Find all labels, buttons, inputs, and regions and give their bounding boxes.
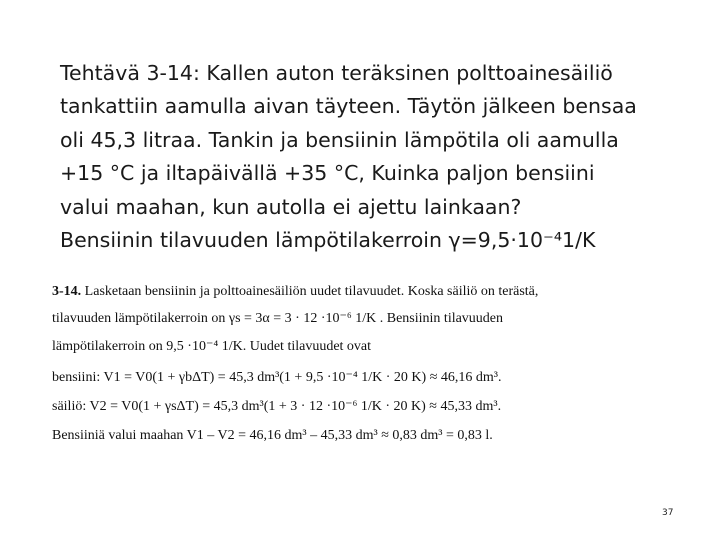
solution-text: tilavuuden lämpötilakerroin on γs = 3α = 3 · 12 ·10⁻⁶ 1/K . Bensiinin tilavuuden [52, 311, 504, 326]
equation-text: säiliö: V2 = V0(1 + γsΔT) = 45,3 dm³(1 + 3 · 12 ·10⁻⁶ 1/K · 20 K) ≈ 45,33 dm³. [52, 399, 502, 414]
task-line: tankattiin aamulla aivan täyteen. Täytön jälkeen bensaa [60, 94, 637, 119]
task-line: valui maahan, kun autolla ei ajettu lainkaan? [60, 194, 522, 219]
solution-line [52, 310, 503, 327]
solution-number: 3-14. [52, 284, 82, 299]
solution-equation [52, 398, 501, 415]
solution-text: Lasketaan bensiinin ja polttoainesäiliön uudet tilavuudet. Koska säiliö on terästä, [84, 284, 539, 299]
solution-text: lämpötilakerroin on 9,5 ·10⁻⁴ 1/K. Uudet tilavuudet ovat [52, 339, 372, 354]
task-line: Tehtävä 3-14: Kallen auton teräksinen polttoainesäiliö [60, 61, 613, 85]
task-line: Bensiinin tilavuuden lämpötilakerroin γ=9,5·10⁻⁴1/K [60, 228, 596, 253]
solution-result [52, 428, 493, 444]
solution-equation [52, 369, 501, 386]
page-number: 37 [662, 508, 674, 518]
equation-text: bensiini: V1 = V0(1 + γbΔT) = 45,3 dm³(1 + 9,5 ·10⁻⁴ 1/K · 20 K) ≈ 46,16 dm³. [52, 370, 502, 385]
task-line: +15 °C ja iltapäivällä +35 °C, Kuinka paljon bensiini [60, 161, 595, 186]
task-statement [60, 57, 710, 257]
task-line: oli 45,3 litraa. Tankin ja bensiinin lämpötila oli aamulla [60, 127, 619, 152]
solution-line [52, 338, 371, 355]
solution-line [52, 284, 538, 300]
result-text: Bensiiniä valui maahan V1 – V2 = 46,16 dm³ – 45,33 dm³ ≈ 0,83 dm³ = 0,83 l. [52, 428, 493, 443]
